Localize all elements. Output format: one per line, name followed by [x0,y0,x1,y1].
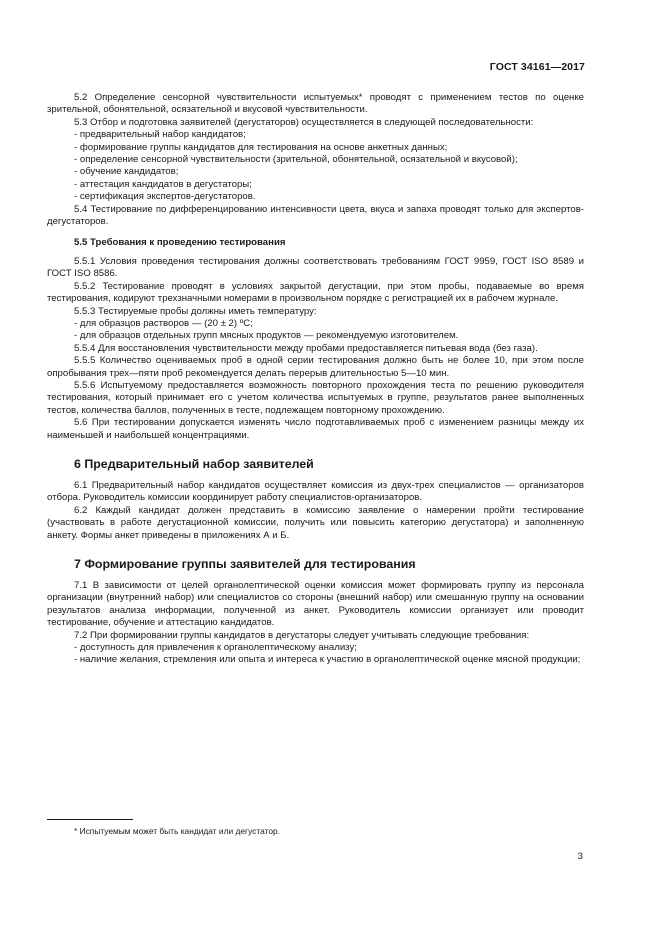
paragraph-5-2: 5.2 Определение сенсорной чувствительности испытуемых* проводят с применением тестов по оценке зрительной, обонятельной, осязательной и вкусовой чувствительности. [47,92,584,116]
footnote: * Испытуемым может быть кандидат или дегустатор. [74,826,280,836]
list-item: - сертификация экспертов-дегустаторов. [74,191,256,203]
paragraph-5-5-5: 5.5.5 Количество оцениваемых проб в одной серии тестирования должно быть не более 10, при этом после опробывания трех—пяти проб рекомендуется делать перерыв длительностью 5—10 мин. [47,355,584,379]
paragraph-7-1: 7.1 В зависимости от целей органолептической оценки комиссия может формировать группу из персонала организации (внутренний набор) или специалистов со стороны (внешний набор) или смешанную группу на основании результатов анализа информации, полученной из анкет. Руководитель комиссии организует или проводит тестирование, обучение и аттестацию кандидатов. [47,580,584,629]
list-item: - предварительный набор кандидатов; [74,129,246,141]
list-item: - доступность для привлечения к органолептическому анализу; [74,642,357,654]
list-item: - для образцов отдельных групп мясных продуктов — рекомендуемую изготовителем. [74,330,459,342]
paragraph-5-5-6: 5.5.6 Испытуемому предоставляется возможность повторного прохождения теста по решению руководителя тестирования, который принимает его с учетом количества испытуемых в группе, результатов ранее выполненных тестов, количества баллов, полученных в тесте, подлежащем повторному прохождению. [47,379,584,416]
list-item: - обучение кандидатов; [74,166,179,178]
subsection-heading-5-5: 5.5 Требования к проведению тестирования [74,237,286,249]
paragraph-6-2: 6.2 Каждый кандидат должен представить в комиссию заявление о намерении пройти тестирование (участвовать в работе дегустационной комиссии, получить или повысить категорию дегустатора) и заполненную анкету. Формы анкет приведены в приложениях А и Б. [47,504,584,541]
paragraph-5-5-4: 5.5.4 Для восстановления чувствительности между пробами предоставляется питьевая вода (без газа). [74,342,538,354]
page-body [47,92,584,667]
paragraph-6-1: 6.1 Предварительный набор кандидатов осуществляет комиссия из двух-трех специалистов — организаторов отбора. Руководитель комиссии координирует работу специалистов-организаторов. [47,479,584,504]
document-id-header: ГОСТ 34161—2017 [489,61,585,73]
paragraph-7-2: 7.2 При формировании группы кандидатов в дегустаторы следует учитывать следующие требования: [74,629,530,641]
list-item: - наличие желания, стремления или опыта и интереса к участию в органолептической оценке мясной продукции; [74,654,581,666]
list-item: - аттестация кандидатов в дегустаторы; [74,178,252,190]
list-item: - определение сенсорной чувствительности (зрительной, обонятельной, осязательной и вкусовой); [74,154,518,166]
paragraph-5-3: 5.3 Отбор и подготовка заявителей (дегустаторов) осуществляется в следующей последовательности: [74,116,534,128]
section-heading-6: 6 Предварительный набор заявителей [74,456,314,471]
paragraph-5-6: 5.6 При тестировании допускается изменять число подготавливаемых проб с изменением разницы между их наименьшей и наибольшей концентрациями. [47,417,584,441]
paragraph-5-5-1: 5.5.1 Условия проведения тестирования должны соответствовать требованиям ГОСТ 9959, ГОСТ ISO 8589 и ГОСТ ISO 8586. [47,255,584,280]
footnote-divider [47,819,133,820]
list-item: - для образцов растворов — (20 ± 2) ºС; [74,317,253,329]
paragraph-5-5-2: 5.5.2 Тестирование проводят в условиях закрытой дегустации, при этом пробы, подаваемые во время тестирования, кодируют трехзначными номерами в произвольном порядке с регистрацией их в рабочем журнале. [47,280,584,305]
page-number: 3 [577,851,583,862]
list-item: - формирование группы кандидатов для тестирования на основе анкетных данных; [74,141,448,153]
paragraph-5-4: 5.4 Тестирование по дифференцированию интенсивности цвета, вкуса и запаха проводят только для экспертов-дегустаторов. [47,203,584,228]
section-heading-7: 7 Формирование группы заявителей для тестирования [74,557,416,571]
paragraph-5-5-3: 5.5.3 Тестируемые пробы должны иметь температуру: [74,305,317,317]
